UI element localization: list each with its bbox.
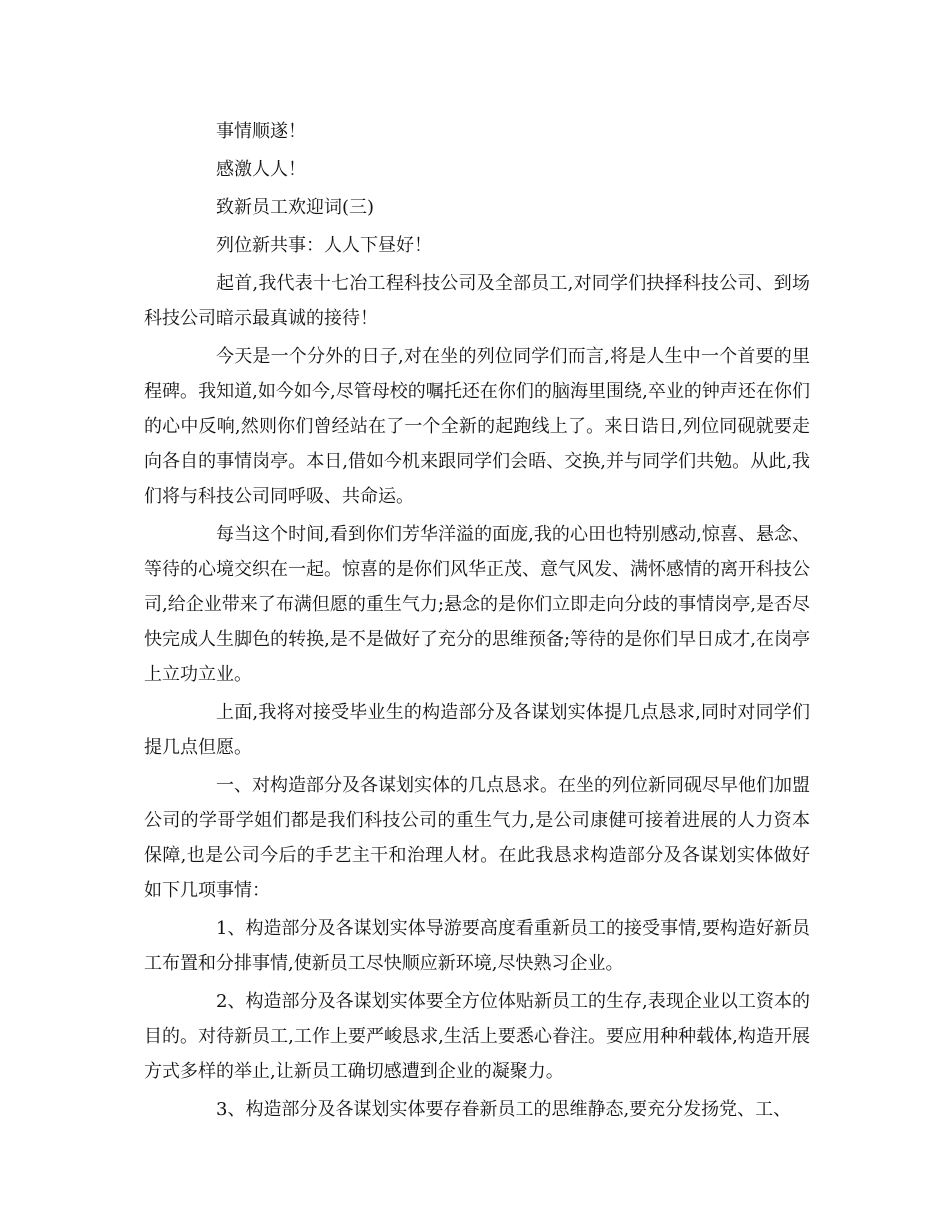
section-title: 致新员工欢迎词(三) — [216, 197, 375, 218]
list-item-3: 3、构造部分及各谋划实体要存眷新员工的思维静态,要充分发扬党、工、 — [216, 1099, 792, 1120]
closing-line-1: 事情顺遂！ — [216, 121, 306, 142]
list-item-1: 1、构造部分及各谋划实体导游要高度看重新员工的接受事情,要构造好新员工布置和分排事情,使新员工尽快顺应新环境,尽快熟习企业。 — [144, 918, 810, 974]
paragraph-feelings: 每当这个时间,看到你们芳华洋溢的面庞,我的心田也特别感动,惊喜、悬念、等待的心境交织在一起。惊喜的是你们风华正茂、意气风发、满怀感情的离开科技公司,给企业带来了布满但愿的重生气力;悬念的是你们立即走向分歧的事情岗亭,是否尽快完成人生脚色的转换,是不是做好了充分的思维预备;等待的是你们早日成才,在岗亭上立功立业。 — [144, 524, 810, 685]
paragraph-milestone: 今天是一个分外的日子,对在坐的列位同学们而言,将是人生中一个首要的里程碑。我知道,如今如今,尽管母校的嘱托还在你们的脑海里围绕,卒业的钟声还在你们的心中反响,然则你们曾经站在了一个全新的起跑线上了。来日诰日,列位同砚就要走向各自的事情岗亭。本日,借如今机来跟同学们会晤、交换,并与同学们共勉。从此,我们将与科技公司同呼吸、共命运。 — [144, 346, 810, 507]
closing-line-2: 感激人人！ — [216, 159, 306, 180]
paragraph-intro-requests: 上面,我将对接受毕业生的构造部分及各谋划实体提几点恳求,同时对同学们提几点但愿。 — [144, 702, 810, 758]
document-body — [144, 114, 810, 1130]
list-item-2: 2、构造部分及各谋划实体要全方位体贴新员工的生存,表现企业以工资本的目的。对待新员工,工作上要严峻恳求,生活上要悉心眷注。要应用种种载体,构造开展方式多样的举止,让新员工确切感遭到企业的凝聚力。 — [144, 991, 810, 1082]
paragraph-welcome: 起首,我代表十七冶工程科技公司及全部员工,对同学们抉择科技公司、到场科技公司暗示最真诚的接待！ — [144, 273, 810, 329]
greeting: 列位新共事：人人下昼好！ — [216, 235, 432, 256]
paragraph-requests-heading: 一、对构造部分及各谋划实体的几点恳求。在坐的列位新同砚尽早他们加盟公司的学哥学姐们都是我们科技公司的重生气力,是公司康健可接着进展的人力资本保障,也是公司今后的手艺主干和治理人材。在此我恳求构造部分及各谋划实体做好如下几项事情： — [144, 775, 810, 901]
